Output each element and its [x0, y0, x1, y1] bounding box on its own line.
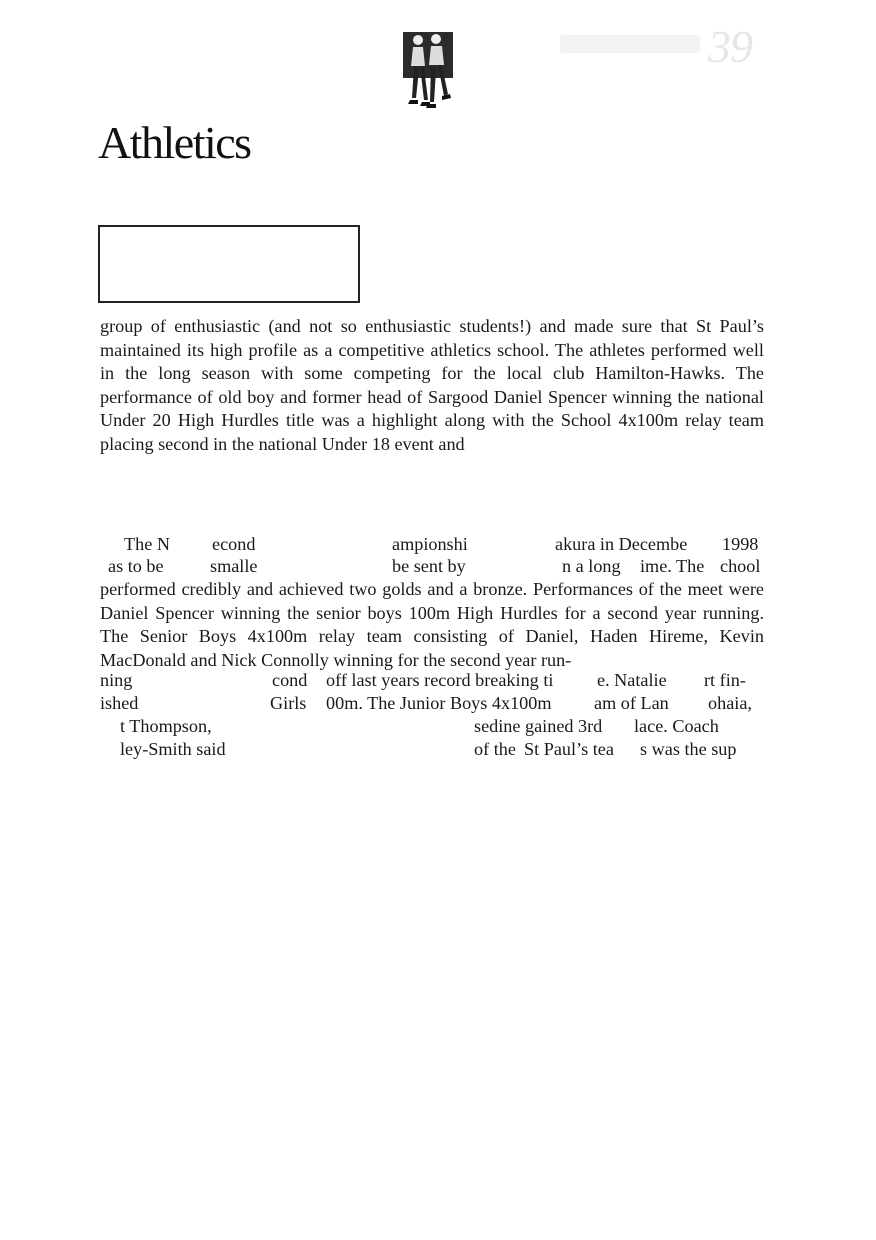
text-fragment: am of Lan: [594, 693, 669, 713]
text-fragment: akura in Decembe: [555, 534, 688, 554]
page-number: 39: [708, 21, 752, 72]
text-fragment: ley-Smith said: [120, 739, 226, 759]
text-fragment: ished: [100, 693, 139, 713]
text-fragment: as to be: [108, 556, 164, 576]
text-fragment: smalle: [210, 556, 258, 576]
text-fragment: ime. The: [640, 556, 705, 576]
text-fragment: off last years record breaking ti: [326, 670, 554, 690]
text-fragment: lace. Coach: [634, 716, 719, 736]
text-fragment: be sent by: [392, 556, 466, 576]
text-fragment: rt fin-: [704, 670, 746, 690]
text-fragment: ning: [100, 670, 133, 690]
faint-header-band: [560, 35, 700, 53]
text-fragment: t Thompson,: [120, 716, 212, 736]
text-fragment: econd: [212, 534, 256, 554]
paragraph-1: group of enthusiastic (and not so enthusiastic students!) and made sure that St Paul’s maintained its high profile as a competitive athletics school. The athletes performed well in the long season with some competing for the local club Hamilton-Hawks. The performance of old boy and former head of Sargood Daniel Spencer winning the national Under 20 High Hurdles title was a highlight along with the School 4x100m relay team placing second in the national Under 18 event and: [100, 316, 764, 454]
text-fragment: chool: [720, 556, 761, 576]
text-fragment: 00m. The Junior Boys 4x100m: [326, 693, 552, 713]
text-fragment: ohaia,: [708, 693, 752, 713]
article-title: Athletics: [98, 117, 251, 168]
text-fragment: cond: [272, 670, 308, 690]
text-fragment: n a long: [562, 556, 621, 576]
text-fragment: e. Natalie: [597, 670, 667, 690]
runners-illustration-icon: [400, 30, 456, 110]
text-fragment: sedine gained 3rd: [474, 716, 603, 736]
image-placeholder-frame: [98, 225, 360, 303]
text-fragment: s was the sup: [640, 739, 737, 759]
text-fragment: 1998: [722, 534, 759, 554]
text-fragment: Girls: [270, 693, 307, 713]
text-fragment: ampionshi: [392, 534, 468, 554]
paragraph-2: performed credibly and achieved two golds and a bronze. Performances of the meet were Daniel Spencer winning the senior boys 100m High Hurdles for a second year running. The Senior Boys 4x100m relay team consisting of Daniel, Haden Hireme, Kevin MacDonald and Nick Connolly winning for the second year run-: [100, 579, 764, 670]
text-fragment: of the: [474, 739, 516, 759]
text-fragment: St Paul’s tea: [524, 739, 614, 759]
text-fragment: The N: [124, 534, 170, 554]
